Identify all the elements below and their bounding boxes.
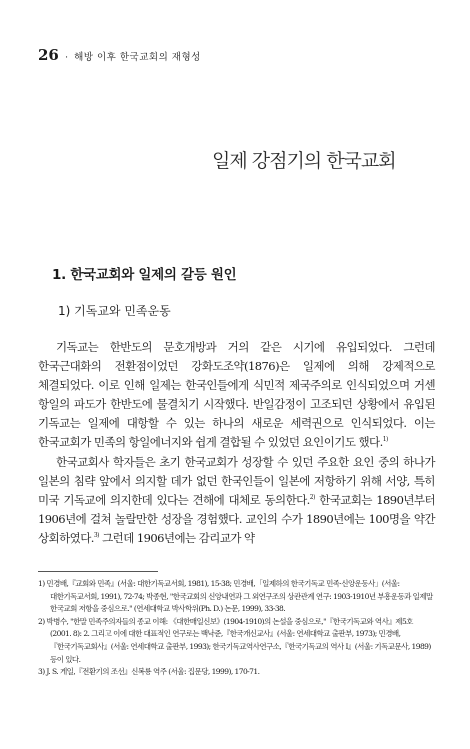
paragraph-2-text-b: 한국교회는 1890년부터 1906년에 걸쳐 놀랄만한 성장을 경험했다. 교인의 수가 1890년에는 100명을 약간 상회하였다. [38, 492, 436, 545]
running-head [38, 46, 201, 64]
footnote-ref-3: 3) [93, 532, 99, 540]
page-number: 26 [38, 46, 59, 64]
footnote-ref-1: 1) [382, 436, 388, 444]
footnote-1: 1) 민경배,『교회와 민족』(서울: 대한기독교서회, 1981), 15-38; 민경배,「일제하의 한국기독교 민족·신앙운동사」(서울: 대한기독교서회, 1991), 72-74; 박종현, "한국교회의 신앙내연과 그 외연구조의 상관관계 연구: 1903-1910년 부흥운동과 일제말 한국교회 저항을 중심으로." (연세대학교 박사학위(Ph. D.) 논문, 1999), 33-38. [38, 579, 433, 614]
footnote-2: 2) 박병수, "한말 민족주의자들의 종교 이해: 《대한매일신보》(1904-1910)의 논설을 중심으로,"『한국기독교와 역사』제5호 (2001. 8): 2. 그리고 이에 대한 대표적인 연구로는 백낙준,『한국개신교사』(서울: 연세대학교 출판부, 1973); 민경배,『한국기독교회사』(서울: 연세대학교 출판부, 1993); 한국기독교역사연구소,『한국기독교의 역사 Ⅰ』(서울: 기독교문사, 1989) 등이 있다. [38, 616, 431, 664]
subsection-heading: 1) 기독교와 민족운동 [58, 304, 171, 318]
paragraph-1-text: 기독교는 한반도의 문호개방과 거의 같은 시기에 유입되었다. 그런데 한국근대화의 전환점이었던 강화도조약(1876)은 일제에 의해 강제적으로 체결되었다. 이로 인해 일제는 한국인들에게 식민적 제국주의로 인식되었으며 거센 항일의 파도가 한반도에 물결치기 시작했다. 반일감정이 고조되던 상황에서 유입된 기독교는 일제에 대항할 수 있는 하나의 새로운 세력권으로 인식되었다. 이는 한국교회가 민족의 항일에너지와 쉽게 결합될 수 있었던 요인이기도 했다. [38, 340, 435, 450]
section-heading: 1. 한국교회와 일제의 갈등 원인 [52, 267, 237, 283]
paragraph-2-text-a: 한국교회사 학자들은 초기 한국교회가 성장할 수 있던 주요한 요인 중의 하나가 일본의 침략 앞에서 의지할 데가 없던 한국인들이 일본에 저항하기 위해 서양, 특히 미국 기독교에 의지한데 있다는 견해에 대체로 동의한다. [38, 454, 435, 507]
footnote-divider [38, 571, 158, 572]
body-paragraph-1 [38, 338, 435, 453]
chapter-title: 일제 강점기의 한국교회 [212, 150, 396, 172]
footnotes [38, 578, 435, 679]
book-title: 해방 이후 한국교회의 재형성 [74, 52, 201, 63]
footnote-ref-2: 2) [309, 493, 315, 501]
running-head-separator: · [65, 53, 68, 63]
body-text [38, 338, 435, 548]
body-paragraph-2 [38, 453, 435, 548]
paragraph-2-text-c: 그런데 1906년에는 감리교가 약 [98, 530, 255, 545]
footnote-3: 3) J. S. 게일,『전환기의 조선』신복룡 역주 (서울: 집문당, 1999), 170-71. [38, 667, 260, 677]
